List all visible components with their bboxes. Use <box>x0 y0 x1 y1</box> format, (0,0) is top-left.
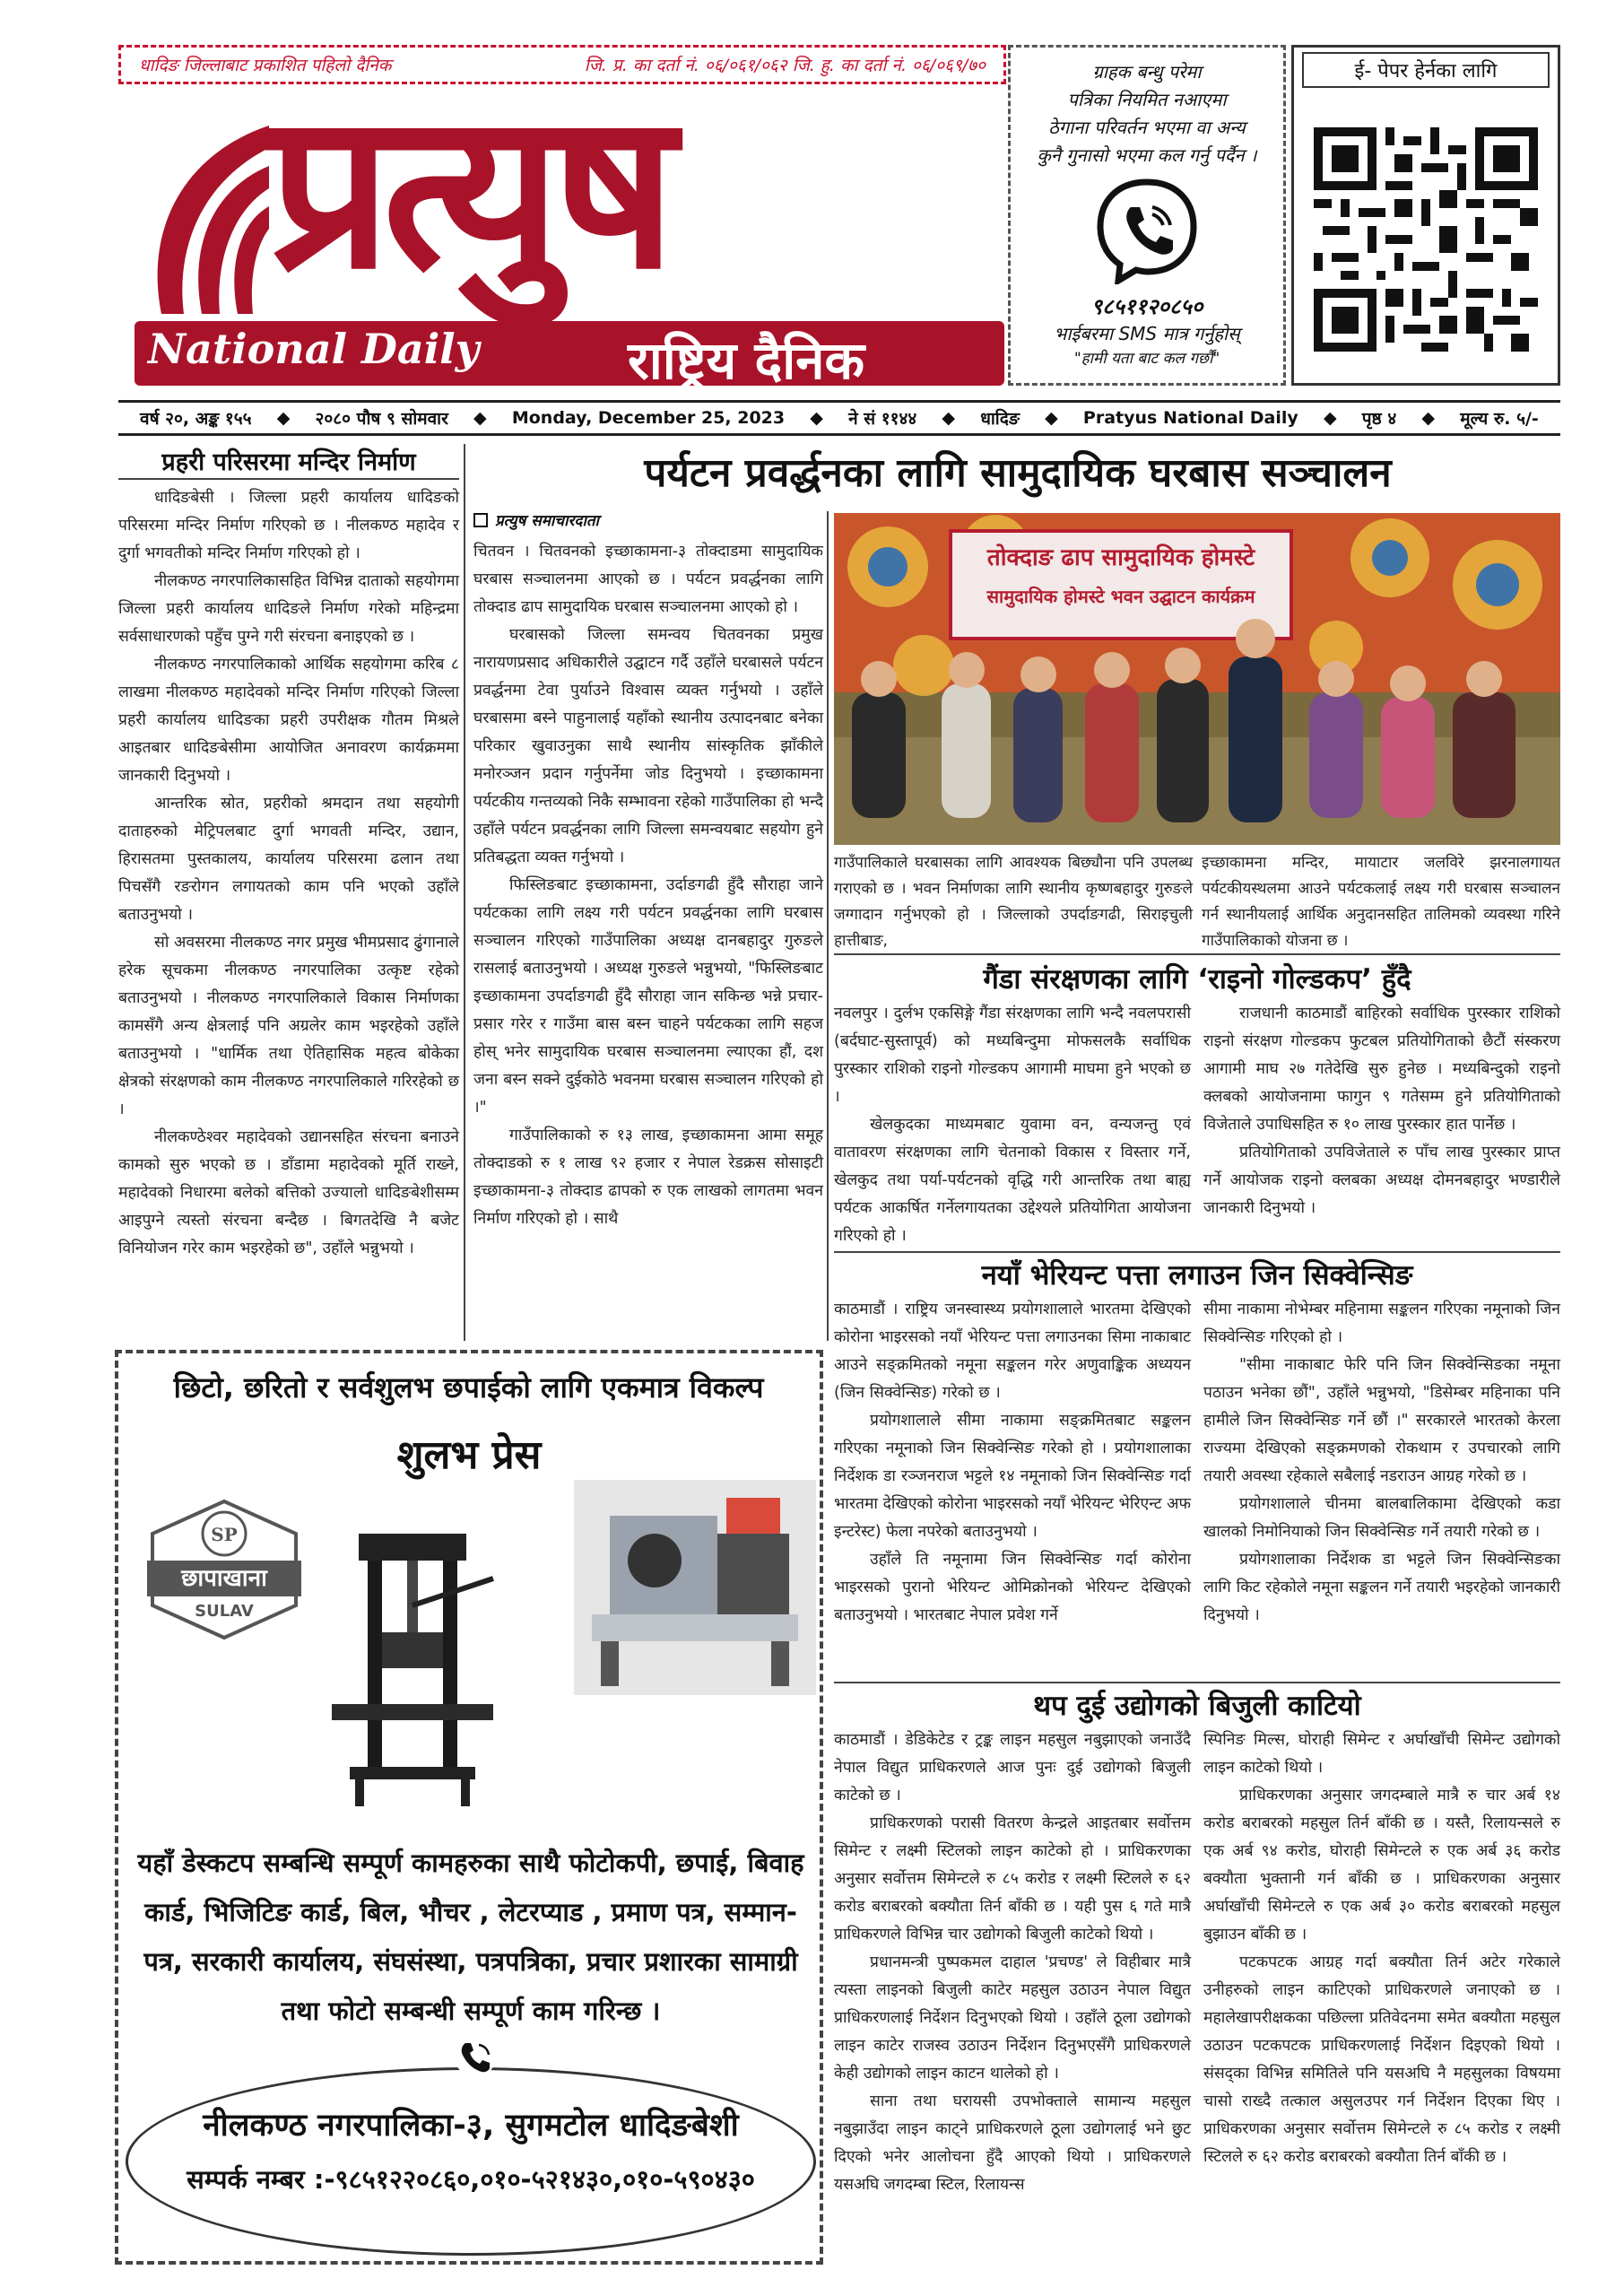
ad-address: नीलकण्ठ नगरपालिका-३, सुगमटोल धादिङबेशी <box>203 2108 739 2144</box>
separator-icon: ◆ <box>1045 408 1058 428</box>
divider <box>834 1682 1560 1683</box>
notice-line: ठेगाना परिवर्तन भएमा वा अन्य <box>1048 117 1246 138</box>
paragraph: "सीमा नाकाबाट फेरि पनि जिन सिक्वेन्सिङका नमूना पठाउन भनेका छौं", उहाँले भन्नुभयो, "डिसेम्बर महिनाका पनि हामीले जिन सिक्वेन्सिङ गर्ने छौं ।" सरकारले भारतको केरला राज्यमा देखिएको सङ्क्रमणको रोकथाम र उपचारको लागि तयारी अवस्था रहेकाले सबैलाई नडराउन आग्रह गरेको छ । <box>1203 1356 1560 1485</box>
paragraph: राजधानी काठमाडौं बाहिरको सर्वाधिक पुरस्कार राशिको राइनो संरक्षण गोल्डकप फुटबल प्रतियोगिताको छैटौं संस्करण आगामी माघ २७ गतेदेखि सुरु हुनेछ । मध्यबिन्दुको राइनो क्लबको आयोजनामा फागुन ९ गतेसम्म हुने प्रतियोगिताको विजेताले उपाधिसहित रु १० लाख पुरस्कार हात पार्नेछ । <box>1203 1004 1560 1134</box>
homestay-article-body <box>473 538 823 1233</box>
notice-line: पत्रिका नियमित नआएमा <box>1067 89 1227 110</box>
variant-headline: नयाँ भेरियन्ट पत्ता लगाउन जिन सिक्वेन्सिङ <box>981 1259 1413 1292</box>
registration-right: जि. प्र. का दर्ता नं. ०६/०६१/०६२ जि. हु. का दर्ता नं. ०६/०६९/७० <box>584 56 986 75</box>
place: धादिङ <box>980 409 1020 429</box>
rhino-article-right <box>1203 1000 1560 1222</box>
separator-icon: ◆ <box>1323 408 1337 428</box>
paragraph: घरबासको जिल्ला समन्वय चितवनका प्रमुख नारायणप्रसाद अधिकारीले उद्घाटन गर्दै उहाँले घरबासले पर्यटन प्रवर्द्धनमा टेवा पुर्याउने विश्वास व्यक्त गर्नुभयो । उहाँले घरबासमा बस्ने पाहुनालाई यहाँको स्थानीय उत्पादनबाट बनेका परिकार खुवाउनुका साथै स्थानीय सांस्कृतिक झाँकीले मनोरञ्जन प्रदान गर्नुपर्नेमा जोड दिनुभयो । इच्छाकामना पर्यटकीय गन्तव्यको निकै सम्भावना रहेको गाउँपालिका हो भन्दै उहाँले पर्यटन प्रवर्द्धनका लागि जिल्ला समन्वयबाट सहयोग हुने प्रतिबद्धता व्यक्त गर्नुभयो । <box>473 626 823 866</box>
logo-text: छापाखाना <box>181 1565 267 1592</box>
homestay-byline: प्रत्युष समाचारदाता <box>473 509 599 530</box>
paragraph: प्रयोगशालाका निर्देशक डा भट्टले जिन सिक्वेन्सिङका लागि किट रहेकोले नमूना सङ्कलन गर्ने तयारी भइरहेको जानकारी दिनुभयो । <box>1203 1551 1560 1624</box>
dateline-bar <box>118 400 1560 436</box>
volume-issue: वर्ष २०, अङ्क १५५ <box>140 409 252 429</box>
paragraph: सो अवसरमा नीलकण्ठ नगर प्रमुख भीमप्रसाद ढुंगानाले हरेक सूचकमा नीलकण्ठ नगरपालिका उत्कृष्ट रहेको बताउनुभयो । नीलकण्ठ नगरपालिकाले विकास निर्माणका कामसँगै अन्य क्षेत्रलाई पनि अग्रलेर काम भइरहेको उहाँले बताउनुभयो । "धार्मिक तथा ऐतिहासिक महत्व बोकेका क्षेत्रको संरक्षणको काम नीलकण्ठ नगरपालिकाले गरिरहेको छ । <box>118 934 459 1118</box>
paragraph: नवलपुर । दुर्लभ एकसिङ्गे गैंडा संरक्षणका लागि भन्दै नवलपरासी (बर्दघाट-सुस्तापूर्व) को मध्यबिन्दुमा मोफसलकै सर्वाधिक पुरस्कार राशिको राइनो गोल्डकप आगामी माघमा हुने भएको छ । <box>834 1004 1191 1106</box>
paragraph: नीलकण्ठ नगरपालिकासहित विभिन्न दाताको सहयोगमा जिल्ला प्रहरी कार्यालय धादिङले निर्माण गरेको महिन्द्रमा सर्वसाधारणको पहुँच पुग्ने गरी संरचना बनाइएको छ । <box>118 572 459 646</box>
column-divider <box>827 511 829 1341</box>
epaper-qr-code[interactable] <box>1314 127 1538 352</box>
divider <box>834 1251 1560 1253</box>
paragraph: पटकपटक आग्रह गर्दा बक्यौता तिर्न अटेर गरेकाले उनीहरुको लाइन काटिएको प्राधिकरणले जनाएको छ । महालेखापरीक्षकका पछिल्ला प्रतिवेदनमा समेत बक्यौता महसुल उठाउन पटकपटक प्राधिकरणलाई निर्देशन दिइएको थियो । संसद्का विभिन्न समितिले पनि यसअघि नै महसुलका विषयमा चासो राख्दै तत्काल असुलउपर गर्न निर्देशन दिएका थिए । प्राधिकरणका अनुसार सर्वोत्तम सिमेन्टले रु ८५ करोड र लक्ष्मी स्टिलले रु ६२ करोड बराबरको बक्यौता तिर्न बाँकी छ । <box>1203 1953 1560 2166</box>
notice-sms: भाईबरमा SMS मात्र गर्नुहोस् <box>1054 323 1240 344</box>
paragraph: साना तथा घरायसी उपभोक्ताले सामान्य महसुल नबुझाउँदा लाइन काट्ने प्राधिकरणले ठूला उद्योगलाई भने छुट दिएको भनेर आलोचना हुँदै आएको थियो । प्राधिकरणले यसअघि जगदम्बा स्टिल, रिलायन्स <box>834 2092 1191 2194</box>
viber-phone-icon <box>1093 177 1201 284</box>
photo-banner-title: तोक्दाङ ढाप सामुदायिक होमस्टे <box>986 544 1255 571</box>
separator-icon: ◆ <box>473 408 487 428</box>
paragraph: प्राधिकरणका अनुसार जगदम्बाले मात्रै रु चार अर्ब १४ करोड बराबरको महसुल तिर्न बाँकी छ । यस्तै, रिलायन्सले रु एक अर्ब ९४ करोड, घोराही सिमेन्टले रु एक अर्ब ३६ करोड बक्यौता भुक्तानी गर्न बाँकी छ । प्राधिकरणका अनुसार अर्घाखाँची सिमेन्टले रु एक अर्ब ३० करोड बराबरको महसुल बुझाउन बाँकी छ । <box>1203 1787 1560 1944</box>
photo-caption-right: इच्छाकामना मन्दिर, मायाटार जलविरे झरनालगायत पर्यटकीयस्थलमा आउने पर्यटकलाई लक्ष्य गरी घरबास सञ्चालन गर्न स्थानीयलाई आर्थिक अनुदानसहित तालिमको व्यवस्था गरिने गाउँपालिकाको योजना छ । <box>1202 854 1560 950</box>
paragraph: उहाँले ति नमूनामा जिन सिक्वेन्सिङ गर्दा कोरोना भाइरसको पुरानो भेरियन्ट ओमिक्रोनको भेरियन्ट देखिएको बताउनुभयो । भारतबाट नेपाल प्रवेश गर्ने <box>834 1551 1191 1624</box>
power-article-right <box>1203 1726 1560 2171</box>
phone-icon <box>453 2034 498 2079</box>
ad-contact-number[interactable]: सम्पर्क नम्बर :-९८५१२२०८६०,०१०-५२१४३०,०१०-५९०४३० <box>187 2164 755 2195</box>
price: मूल्य रु. ५/- <box>1460 409 1539 429</box>
divider <box>118 478 459 480</box>
variant-article-right <box>1203 1296 1560 1630</box>
epaper-label: ई- पेपर हेर्नका लागि <box>1302 52 1550 88</box>
paragraph: प्रयोगशालाले सीमा नाकामा सङ्क्रमितबाट सङ्कलन गरिएका नमूनाको जिन सिक्वेन्सिङ गरेको हो । प्रयोगशालाका निर्देशक डा रञ्जनराज भट्टले १४ नमूनाको जिन सिक्वेन्सिङ गर्दा भारतमा देखिएको कोरोना भाइरसको नयाँ भेरियन्ट भेरिएन्ट अफ इन्टरेस्ट) फेला नपरेको बताउनुभयो । <box>834 1412 1191 1541</box>
paragraph: काठमाडौं । राष्ट्रिय जनस्वास्थ्य प्रयोगशालाले भारतमा देखिएको कोरोना भाइरसको नयाँ भेरियन्ट पत्ता लगाउनका सिमा नाकाबाट आउने सङ्क्रमितको नमूना सङ्कलन गरेर अणुवाङ्किक अध्ययन (जिन सिक्वेन्सिङ) गरेको छ । <box>834 1300 1191 1402</box>
rhino-article-left <box>834 1000 1191 1250</box>
divider <box>834 953 1560 955</box>
paragraph: प्रधानमन्त्री पुष्पकमल दाहाल 'प्रचण्ड' ले विहीबार मात्रै त्यस्ता लाइनको बिजुली काटेर महसुल उठाउन नेपाल विद्युत प्राधिकरणलाई निर्देशन दिनुभएको थियो । उहाँले ठूला उद्योगको लाइन काटेर राजस्व उठाउन निर्देशन दिनुभएसँगै प्राधिकरणले केही उद्योगको लाइन काटन थालेको हो । <box>834 1953 1191 2083</box>
registration-left: धादिङ जिल्लाबाट प्रकाशित पहिलो दैनिक <box>139 56 392 75</box>
offset-press-machine-image <box>574 1480 816 1695</box>
separator-icon: ◆ <box>810 408 823 428</box>
paragraph: धादिङबेसी । जिल्ला प्रहरी कार्यालय धादिङको परिसरमा मन्दिर निर्माण गरिएको छ । नीलकण्ठ महादेव र दुर्गा भगवतीको मन्दिर निर्माण गरिएको हो । <box>118 489 459 562</box>
ad-services-text: यहाँ डेस्कटप सम्बन्धि सम्पूर्ण कामहरुका साथै फोटोकपी, छपाई, बिवाह कार्ड, भिजिटिङ कार्ड, बिल, भौचर , लेटरप्याड , प्रमाण पत्र, सम्मान-पत्र, सरकारी कार्यालय, संघसंस्था, पत्रपत्रिका, प्रचार प्रशारका सामाग्री तथा फोटो सम्बन्धी सम्पूर्ण काम गरिन्छ । <box>137 1848 804 2026</box>
notice-phone-number: ९८५११२०८५० <box>1090 294 1203 319</box>
nepal-sambat: ने सं ११४४ <box>848 409 917 429</box>
paragraph: चितवन । चितवनको इच्छाकामना-३ तोक्दाडमा सामुदायिक घरबास सञ्चालनमा आएको छ । पर्यटन प्रवर्द्धनका लागि तोक्दाड ढाप सामुदायिक घरबास सञ्चालनमा आएको हो । <box>473 543 823 616</box>
paragraph: स्पिनिङ मिल्स, घोराही सिमेन्ट र अर्घाखाँची सिमेन्ट उद्योगको लाइन काटेको थियो । <box>1203 1731 1560 1777</box>
homestay-headline: पर्यटन प्रवर्द्धनका लागि सामुदायिक घरबास सञ्चालन <box>644 450 1392 496</box>
paragraph: सीमा नाकामा नोभेम्बर महिनामा सङ्कलन गरिएका नमूनाको जिन सिक्वेन्सिङ गरिएको हो । <box>1203 1300 1560 1346</box>
notice-line: कुनै गुनासो भएमा कल गर्नु पर्दैन । <box>1037 144 1257 166</box>
separator-icon: ◆ <box>1421 408 1436 428</box>
paragraph: नीलकण्ठेश्वर महादेवको उद्यानसहित संरचना बनाउने कामको सुरु भएको छ । डाँडामा महादेवको मूर्ति राख्ने, महादेवको निधारमा बलेको बत्तिको उज्यालो धादिङबेशीसम्म आइपुग्ने त्यस्तो संरचना बन्दैछ । बिगतदेखि नै बजेट विनियोजन गरेर काम भइरहेको छ", उहाँले भन्नुभयो । <box>118 1128 459 1257</box>
logo-initials: SP <box>211 1524 238 1545</box>
english-date: Monday, December 25, 2023 <box>511 408 786 428</box>
separator-icon: ◆ <box>942 408 956 428</box>
notice-line: ग्राहक बन्धु परेमा <box>1092 61 1202 83</box>
rhino-headline: गैंडा संरक्षणका लागि ‘राइनो गोल्डकप’ हुँदै <box>983 963 1411 996</box>
ad-tagline: छिटो, छरितो र सर्वशुलभ छपाईको लागि एकमात्र विकल्प <box>173 1370 764 1405</box>
masthead-title: प्रत्युष <box>269 64 668 317</box>
ad-business-name: शुलभ प्रेस <box>396 1432 542 1478</box>
paper-name: Pratyus National Daily <box>1082 408 1298 428</box>
temple-article-body <box>118 484 459 1263</box>
masthead-english-tag: National Daily <box>148 325 480 373</box>
subscriber-notice <box>1008 45 1286 386</box>
logo-flame-graphic <box>135 99 278 323</box>
paragraph: प्रयोगशालाले चीनमा बालबालिकामा देखिएको कडा खालको निमोनियाको जिन सिक्वेन्सिङ गर्ने तयारी गरेको छ । <box>1203 1495 1560 1541</box>
paragraph: काठमाडौं । डेडिकेटेड र ट्रङ्क लाइन महसुल नबुझाएको जनाउँदै नेपाल विद्युत प्राधिकरणले आज पुनः दुई उद्योगको बिजुली काटेको छ । <box>834 1731 1191 1805</box>
paragraph: नीलकण्ठ नगरपालिकाको आर्थिक सहयोगमा करिब ८ लाखमा नीलकण्ठ महादेवको मन्दिर निर्माण गरिएको जिल्ला प्रहरी कार्यालय धादिङका प्रहरी उपरीक्षक गौतम मिश्रले आइतबार धादिङबेसीमा आयोजित अनावरण कार्यक्रममा जानकारी दिनुभयो । <box>118 656 459 785</box>
paragraph: खेलकुदका माध्यमबाट युवामा वन, वन्यजन्तु एवं वातावरण संरक्षणका लागि चेतनाको विकास र विस्तार गर्ने, खेलकुद तथा पर्या-पर्यटनको वृद्धि गरी आन्तरिक तथा बाह्य पर्यटक आकर्षित गर्नेलगायतका उद्देश्यले प्रतियोगिता आयोजना गरिएको हो । <box>834 1116 1191 1245</box>
notice-slogan: "हामी यता बाट कल गर्छौं" <box>1073 350 1220 368</box>
paragraph: गाउँपालिकाको रु १३ लाख, इच्छाकामना आमा समूह तोक्दाडको रु १ लाख ९२ हजार र नेपाल रेडक्रस सोसाइटी इच्छाकामना-३ तोक्दाड ढापको रु एक लाखको लागतमा भवन निर्माण गरिएको हो । साथै <box>473 1126 823 1228</box>
paragraph: प्रतियोगिताको उपविजेताले रु पाँच लाख पुरस्कार प्राप्त गर्ने आयोजक राइनो क्लबका अध्यक्ष दोमनबहादुर भण्डारीले जानकारी दिनुभयो । <box>1203 1144 1560 1217</box>
temple-headline: प्रहरी परिसरमा मन्दिर निर्माण <box>161 448 416 476</box>
column-divider <box>464 444 465 1341</box>
paragraph: प्राधिकरणको परासी वितरण केन्द्रले आइतबार सर्वोत्तम सिमेन्ट र लक्ष्मी स्टिलको लाइन काटेको हो । प्राधिकरणका अनुसार सर्वोत्तम सिमेन्टले रु ८५ करोड र लक्ष्मी स्टिलले रु ६२ करोड बराबरको बक्यौता तिर्न बाँकी छ । यही पुस ६ गते मात्रै प्राधिकरणले विभिन्न चार उद्योगको बिजुली काटेको थियो । <box>834 1814 1191 1944</box>
paragraph: फिस्लिङबाट इच्छाकामना, उर्दाङगढी हुँदै सौराहा जाने पर्यटकका लागि लक्ष्य गरी पर्यटन प्रवर्द्धनका लागि घरबास सञ्चालन गरिएको गाउँपालिका अध्यक्ष दानबहादुर गुरुङले रासलाई बताउनुभयो । अध्यक्ष गुरुङले भन्नुभयो, "फिस्लिङबाट इच्छाकामना उपर्दाङगढी हुँदै सौराहा जान सकिन्छ भन्ने प्रचार-प्रसार गरेर र गाउँमा बास बस्न चाहने पर्यटकका लागि सहज होस् भनेर सामुदायिक घरबास सञ्चालनमा ल्याएका हौं, दश जना बस्न सक्ने दुईकोठे भवनमा घरबास सञ्चालन गरिएको हो ।" <box>473 876 823 1117</box>
paragraph: आन्तरिक स्रोत, प्रहरीको श्रमदान तथा सहयोगी दाताहरुको मेट्रिपलबाट दुर्गा भगवती मन्दिर, उद्यान, हिरासतमा पुस्तकालय, कार्यालय परिसरमा ढलान तथा पिचसँगै रङरोगन लगायतको काम पनि भएको उहाँले बताउनुभयो । <box>118 795 459 924</box>
press-logo <box>143 1498 305 1641</box>
power-article-left <box>834 1726 1191 2199</box>
photo-banner-subtitle: सामुदायिक होमस्टे भवन उद्घाटन कार्यक्रम <box>986 586 1255 607</box>
logo-en-text: SULAV <box>195 1602 254 1621</box>
power-headline: थप दुई उद्योगको बिजुली काटियो <box>1033 1690 1361 1722</box>
masthead-nepali-tag: राष्ट्रिय दैनिक <box>628 330 865 391</box>
page-count: पृष्ठ ४ <box>1361 409 1397 429</box>
hand-press-machine-image <box>323 1525 502 1812</box>
byline-square-icon <box>473 513 488 527</box>
nepali-date: २०८० पौष ९ सोमवार <box>315 409 448 429</box>
photo-caption-left: गाउँपालिकाले घरबासका लागि आवश्यक बिछ्यौना पनि उपलब्ध गराएको छ । भवन निर्माणका लागि स्थानीय कृष्णबहादुर गुरुङले जग्गादान गर्नुभएको हो । जिल्लाको उपर्दाङगढी, सिराइचुली हात्तीबाङ, <box>834 854 1193 950</box>
variant-article-left <box>834 1296 1191 1630</box>
homestay-inauguration-photo <box>834 513 1560 845</box>
separator-icon: ◆ <box>276 408 291 428</box>
